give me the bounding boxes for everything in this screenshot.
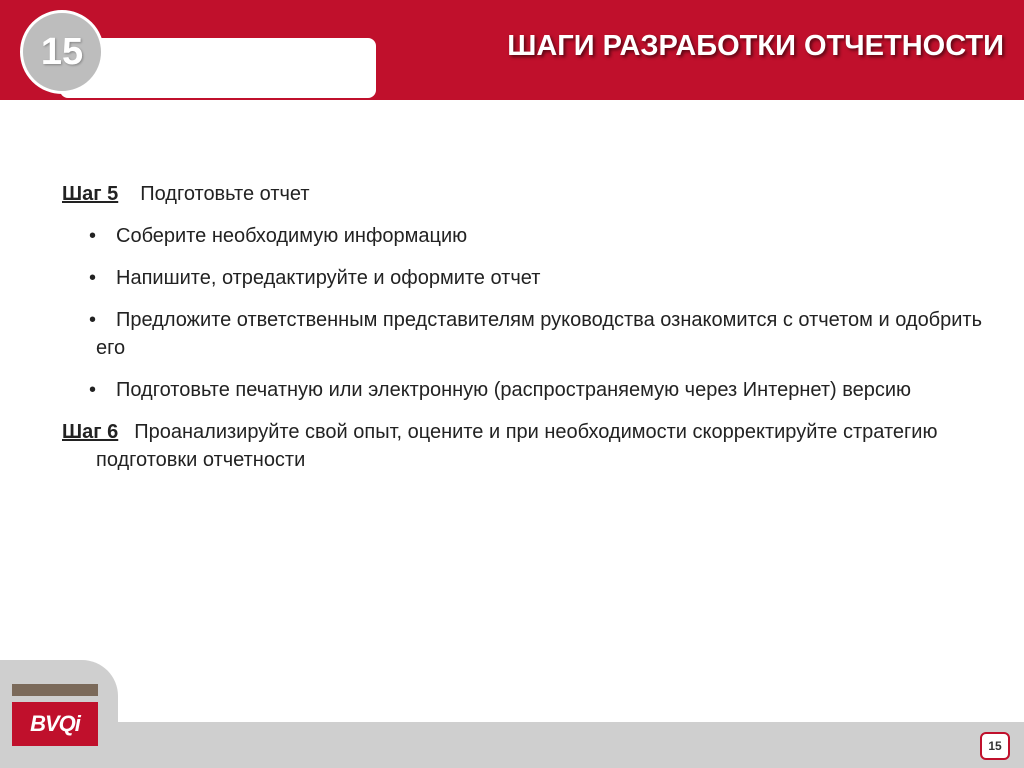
slide-content	[62, 180, 992, 488]
bullet-text: Напишите, отредактируйте и оформите отчет	[116, 267, 541, 289]
step-5-label: Шаг 5	[62, 183, 119, 205]
step-5-line	[62, 180, 992, 208]
bvqi-logo: BVQi	[12, 702, 98, 746]
bullet-item	[62, 222, 992, 250]
header-pill	[60, 38, 376, 98]
bullet-text: Подготовьте печатную или электронную (распространяемую через Интернет) версию	[116, 379, 912, 401]
step-5-text: Подготовьте отчет	[140, 183, 310, 205]
footer-band	[0, 722, 1024, 768]
slide-number-circle: 15	[20, 10, 104, 94]
step-6-line	[62, 418, 992, 474]
bullet-item	[62, 376, 992, 404]
bullet-item	[62, 264, 992, 292]
bullet-text: Соберите необходимую информацию	[116, 225, 468, 247]
bullet-dot-icon: •	[89, 309, 97, 331]
logo-bar	[12, 684, 98, 696]
bullet-dot-icon: •	[89, 267, 97, 289]
step-6-text: Проанализируйте свой опыт, оцените и при необходимости скорректируйте стратегию подготовки отчетности	[96, 421, 938, 471]
bullet-dot-icon: •	[89, 379, 97, 401]
bullet-item	[62, 306, 992, 362]
slide-title: ШАГИ РАЗРАБОТКИ ОТЧЕТНОСТИ	[507, 30, 1004, 62]
bullet-text: Предложите ответственным представителям руководства ознакомится с отчетом и одобрить его	[96, 309, 983, 359]
bullet-dot-icon: •	[89, 225, 97, 247]
page-number-badge: 15	[980, 732, 1010, 760]
step-6-label: Шаг 6	[62, 421, 119, 443]
